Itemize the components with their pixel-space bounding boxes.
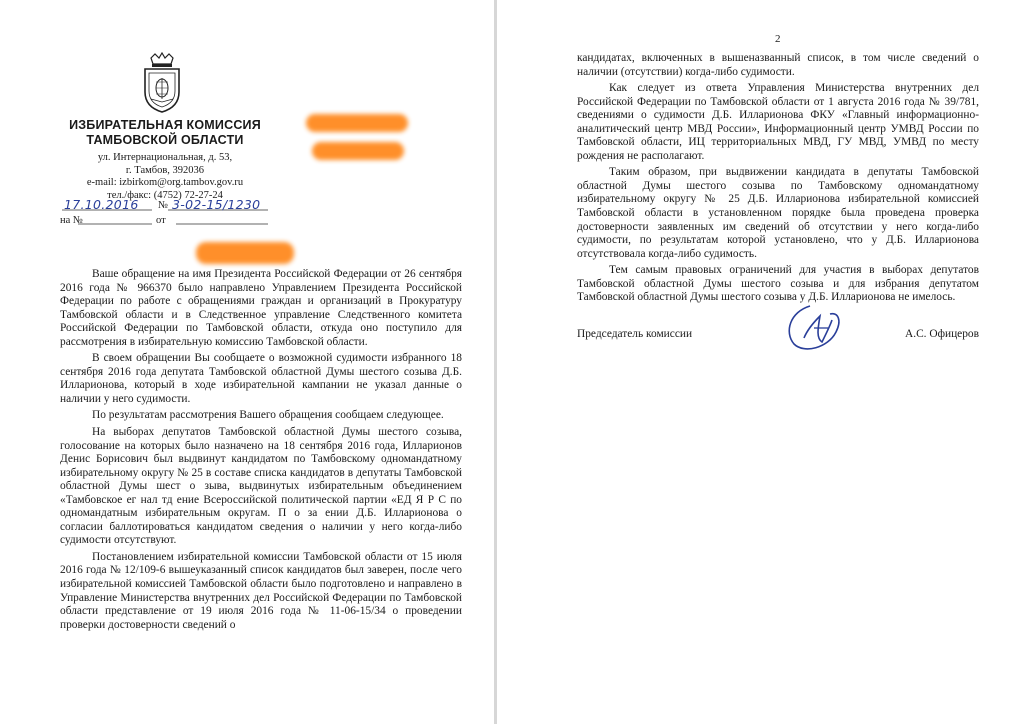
reference-date-label: от [156, 215, 166, 226]
paragraph: Таким образом, при выдвижении кандидата в депутаты Тамбовской областной Думы шестого созыва по Тамбовскому одномандатному избирательному округу № 25 Д.Б. Илларионова избирательной комиссией Тамбовской области в установленном порядке была проведена проверка достоверности заявленных им сведений об отсутствии у него когда-либо судимости, по результатам которой установлено, что у Д.Б. Илларионова отсутствовала когда-либо судимость. [577, 166, 979, 260]
number-sign: № [158, 200, 169, 211]
address-phone: тел./факс: (4752) 72-27-24 [107, 189, 223, 201]
organization-name-line1: ИЗБИРАТЕЛЬНАЯ КОМИССИЯ [69, 118, 261, 132]
paragraph: В своем обращении Вы сообщаете о возможной судимости избранного 18 сентября 2016 года депутата Тамбовской областной Думы шестого созыва Д.Б. Илларионова, который в ходе избирательной кампании не указал данные о наличии у него судимости. [60, 352, 462, 405]
redaction-mark [312, 142, 404, 160]
redaction-mark [306, 114, 408, 132]
redaction-mark [196, 242, 294, 264]
reference-number-label: на № [60, 215, 83, 226]
paragraph: Тем самым правовых ограничений для участия в выборах депутатов Тамбовской областной Думы шестого созыва и для избрания депутатом Тамбовской областной Думы шестого созыва у Д.Б. Илларионова не имелось. [577, 264, 979, 304]
paragraph: Как следует из ответа Управления Министерства внутренних дел Российской Федерации по Тамбовской области от 1 августа 2016 года № 39/781, сведениями о судимости Д.Б. Илларионова ФКУ «Главный информационно-аналитический центр МВД России», Информационный центр УМВД России по Тамбовской области, ИЦ территориальных МВД, ГУ МВД, УМВД по месту рождения не располагают. [577, 82, 979, 162]
page-2 [497, 0, 1024, 724]
organization-name [58, 118, 272, 148]
letter-body-page1 [60, 268, 462, 635]
page-number: 2 [775, 33, 781, 45]
address-email: e-mail: izbirkom@org.tambov.gov.ru [86, 177, 244, 189]
signatory-title: Председатель комиссии [577, 328, 693, 340]
letter-body-page2 [577, 52, 979, 308]
organization-address [70, 152, 260, 202]
paragraph: На выборах депутатов Тамбовской областной Думы шестого созыва, голосование на которых было назначено на 18 сентября 2016 года, Илларионов Денис Борисович был выдвинут кандидатом по Тамбовскому одномандатному избирательному округу № 25 в составе списка кандидатов в депутаты Тамбовской областной Думы шест о зыва, выдвинутых избирательным объединением «Тамбовское ег нал тд ение Всероссийской политической партии «ЕД Я Р С по одномандатным избирательным округам. П о за ении Д.Б. Илларионова о согласии баллотироваться кандидатом сведения о наличии у него когда-либо судимости отсутствуют. [60, 426, 462, 547]
paragraph: По результатам рассмотрения Вашего обращения сообщаем следующее. [92, 409, 444, 422]
paragraph: Ваше обращение на имя Президента Российской Федерации от 26 сентября 2016 года № 966370 было направлено Управлением Президента Российской Федерации по работе с обращениями граждан и организаций в Прокуратуру Тамбовской области и в Следственное управление Следственного комитета Российской Федерации по Тамбовской области, откуда оно поступило для рассмотрения в избирательную комиссию Тамбовской области. [60, 268, 462, 348]
handwritten-date: 17.10.2016 [64, 197, 139, 212]
coat-of-arms-icon [141, 52, 183, 114]
paragraph: кандидатах, включенных в вышеназванный список, в том числе сведений о наличии (отсутствии) когда-либо судимости. [577, 52, 979, 78]
signature-icon [780, 298, 850, 356]
address-street: ул. Интернациональная, д. 53, [97, 152, 233, 163]
paragraph: Постановлением избирательной комиссии Тамбовской области от 15 июля 2016 года № 12/109-6 вышеуказанный список кандидатов был заверен, после чего избирательной комиссией Тамбовской области было подготовлено и направлено в Управление Министерства внутренних дел Российской Федерации по Тамбовской области представление от 19 июля 2016 года № 11-06-15/34 о проведении проверки достоверности сведений о [60, 550, 462, 631]
page-1 [0, 0, 494, 724]
address-city: г. Тамбов, 392036 [125, 164, 205, 176]
handwritten-number: 3-02-15/1230 [172, 197, 261, 212]
organization-name-line2: ТАМБОВСКОЙ ОБЛАСТИ [86, 133, 244, 147]
signatory-name: А.С. Офицеров [905, 328, 979, 340]
